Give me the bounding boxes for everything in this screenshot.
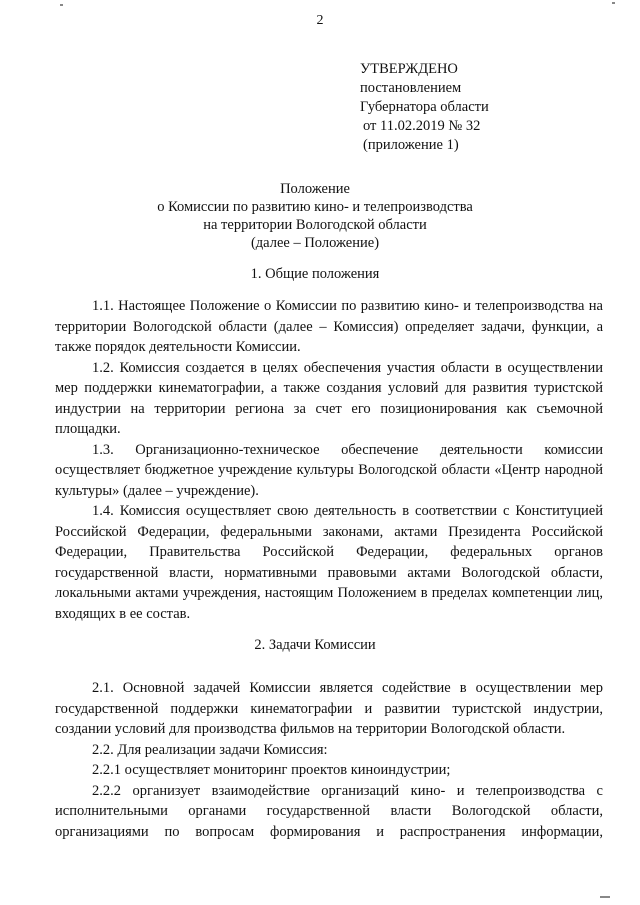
paragraph: 1.4. Комиссия осуществляет свою деятельность в соответствии с Конституцией Российской Федерации, федеральными законами, актами Президента Российской Федерации, Правительства Российской Федерации, федеральных органов государственной власти, нормативными правовыми актами Вологодской области, локальными актами учреждения, настоящим Положением в пределах компетенции лиц, входящих в ее состав. xyxy=(55,503,603,622)
section-heading: 2. Задачи Комиссии xyxy=(254,637,376,653)
paragraph: 1.3. Организационно-техническое обеспечение деятельности комиссии осуществляет бюджетное учреждение культуры Вологодской области «Центр народной культуры» (далее – учреждение). xyxy=(55,441,603,499)
approval-line: (приложение 1) xyxy=(363,137,459,153)
approval-line: от 11.02.2019 № 32 xyxy=(363,118,481,134)
section-2-body xyxy=(55,678,603,842)
document-title xyxy=(0,180,630,252)
title-line: на территории Вологодской области xyxy=(203,217,427,233)
title-line: Положение xyxy=(280,181,350,197)
paragraph: 1.2. Комиссия создается в целях обеспечения участия области в осуществлении мер поддержки кинематографии, а также создания условий для развития туристской индустрии на территории региона за счет его позиционирования как съемочной площадки. xyxy=(55,359,603,437)
title-line: (далее – Положение) xyxy=(250,235,380,251)
title-line: о Комиссии по развитию кино- и телепроизводства xyxy=(157,199,473,215)
approval-line: постановлением xyxy=(360,80,462,96)
section-1-body xyxy=(55,296,603,624)
paragraph: 2.2.1 осуществляет мониторинг проектов киноиндустрии; xyxy=(92,762,451,778)
paragraph: 2.2.2 организует взаимодействие организаций кино- и телепроизводства с исполнительными органами государственной власти Вологодской области, организациями по вопросам формирования и распространения информации, xyxy=(55,782,603,840)
paragraph: 2.1. Основной задачей Комиссии является содействие в осуществлении мер государственной поддержки кинематографии и развитии туристской индустрии, создании условий для производства фильмов на территории Вологодской области. xyxy=(55,680,603,737)
paragraph: 2.2. Для реализации задачи Комиссия: xyxy=(92,741,328,758)
page-number: 2 xyxy=(316,13,324,28)
approval-line: Губернатора области xyxy=(360,99,489,115)
scan-artifact xyxy=(60,4,63,6)
scan-artifact xyxy=(600,896,610,898)
approval-stamp xyxy=(360,60,489,155)
paragraph: 1.1. Настоящее Положение о Комиссии по развитию кино- и телепроизводства на территории Вологодской области (далее – Комиссия) определяет задачи, функции, а также порядок деятельности Комиссии. xyxy=(55,298,603,355)
approval-line: УТВЕРЖДЕНО xyxy=(360,61,458,77)
scan-artifact xyxy=(612,2,615,4)
section-heading: 1. Общие положения xyxy=(250,266,380,282)
